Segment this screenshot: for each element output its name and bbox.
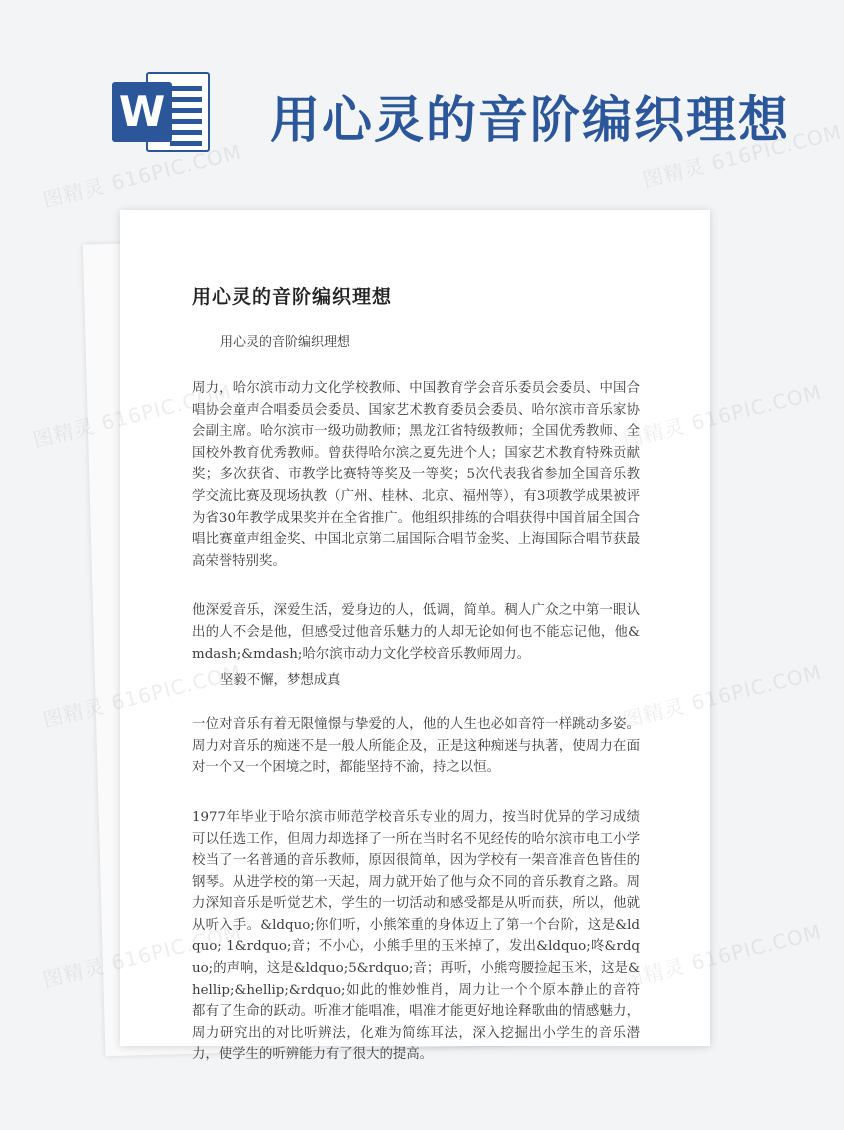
motto-heading: 坚毅不懈，梦想成真 xyxy=(220,673,341,689)
watermark: 图精灵 616PIC.COM xyxy=(640,119,844,193)
paragraph-passion: 一位对音乐有着无限憧憬与挚爱的人，他的人生也必如音符一样跳动多姿。周力对音乐的痴迷不是一般人所能企及，正是这种痴迷与执著，使周力在面对一个又一个困境之时，都能坚持不渝，持之以恒。 xyxy=(192,717,640,776)
document-page xyxy=(120,210,710,1063)
watermark: 图精灵 616PIC.COM xyxy=(620,919,825,993)
document-title: 用心灵的音阶编织理想 xyxy=(192,286,393,308)
word-letter-w: W xyxy=(112,82,172,142)
paragraph-bio: 周力，哈尔滨市动力文化学校教师、中国教育学会音乐委员会委员、中国合唱协会童声合唱委员会委员、国家艺术教育委员会委员、哈尔滨市音乐家协会副主席。哈尔滨市一级功勋教师；黑龙江省特级教师；全国优秀教师、全国校外教育优秀教师。曾获得哈尔滨之夏先进个人；国家艺术教育特殊贡献奖；多次获省、市教学比赛特等奖及一等奖；5次代表我省参加全国音乐教学交流比赛及现场执教（广州、桂林、北京、福州等），有3项教学成果被评为省30年教学成果奖并在全省推广。他组织排练的合唱获得中国首届全国合唱比赛童声组金奖、中国北京第二届国际合唱节金奖、上海国际合唱节获最高荣誉特别奖。 xyxy=(192,381,640,569)
watermark: 图精灵 616PIC.COM xyxy=(620,659,825,733)
watermark: 图精灵 xyxy=(40,693,108,733)
watermark: 图精灵 616PIC.COM xyxy=(620,379,825,453)
word-logo-icon xyxy=(112,72,212,152)
watermark: 图精灵 616PIC.COM xyxy=(40,139,245,213)
watermark: 图精灵 xyxy=(40,953,108,993)
paragraph-career: 1977年毕业于哈尔滨市师范学校音乐专业的周力，按当时优异的学习成绩可以任选工作，但周力却选择了一所在当时名不见经传的哈尔滨市电工小学校当了一名普通的音乐教师，原因很简单，因为学校有一架音准音色皆佳的钢琴。从进学校的第一天起，周力就开始了他与众不同的音乐教育之路。周力深知音乐是听觉艺术，学生的一切活动和感受都是从听而获，所以，他就从听入手。&ldquo;你们听，小熊笨重的身体迈上了第一个台阶，这是&ldquo; 1&rdquo;音；不小心，小熊手里的玉米掉了，发出&ldquo;咚&rdquo;的声响，这是&ldquo;5&rdquo;音；再听，小熊弯腰捡起玉米，这是&hellip;&hellip;&rdquo;如此的惟妙惟肖，周力让一个个原本静止的音符都有了生命的跃动。听准才能唱准，唱准才能更好地诠释歌曲的情感魅力，周力研究出的对比听辨法，化难为简练耳法，深入挖掘出小学生的音乐潜力，使学生的听辨能力有了很大的提高。 xyxy=(192,809,640,1063)
document-subtitle: 用心灵的音阶编织理想 xyxy=(220,335,351,350)
header-title: 用心灵的音阶编织理想 xyxy=(270,91,790,149)
paragraph-intro: 他深爱音乐，深爱生活，爱身边的人，低调，简单。稠人广众之中第一眼认出的人不会是他，但感受过他音乐魅力的人却无论如何也不能忘记他，他&mdash;&mdash;哈尔滨市动力文化学校音乐教师周力。 xyxy=(192,603,640,662)
watermark: 图精灵 xyxy=(30,413,98,453)
